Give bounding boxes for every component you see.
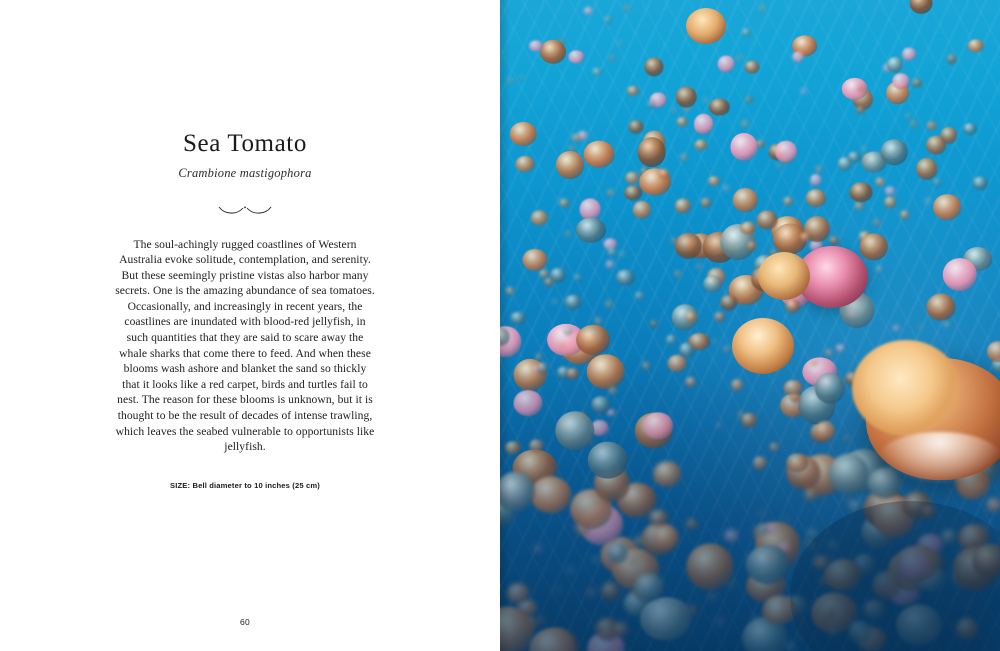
jellyfish-frill [852,340,960,436]
jellyfish-blob [515,156,534,172]
jellyfish-blob [963,123,977,135]
text-column [114,130,376,490]
body-paragraph: The soul-achingly rugged coastlines of Western Australia evoke solitude, contemplation, and serenity. But these seemingly pristine vistas also harbor many secrets. One is the amazing abundance of sea tomatoes. Occasionally, and increasingly in recent years, the coastlines are inundated with blood-red jellyfish, in such quantities that they are said to scare away the whale sharks that come there to feed. And when these blooms wash ashore and blanket the sand so thickly that it looks like a red carpet, birds and turtles fail to nest. The reason for these blooms is unknown, but it is thought to be the result of decades of intense trawling, which leaves the seabed vulnerable to opportunists like jellyfish. [115,237,375,454]
jellyfish-blob [592,68,602,76]
jellyfish-blob [848,310,855,316]
page-title: Sea Tomato [183,130,307,157]
jellyfish-blob [745,97,753,104]
jellyfish-blob [703,275,723,292]
right-page-photo [500,0,1000,651]
jellyfish-blob [746,241,756,251]
jellyfish-blob [967,39,984,52]
jellyfish-blob [918,324,924,329]
jellyfish-blob [792,52,804,63]
jellyfish-blob [856,106,865,114]
jellyfish-blob [606,301,613,308]
jellyfish-blob [736,55,742,60]
jellyfish-blob [629,119,644,133]
jellyfish-blob [659,168,670,179]
jellyfish-blob [744,61,759,74]
scientific-name: Crambione mastigophora [178,165,312,180]
jellyfish-blob [829,235,839,245]
jellyfish-blob [885,197,897,208]
jellyfish-blob [510,312,526,325]
jellyfish-blob [801,88,807,94]
jellyfish-blob [933,179,941,186]
jellyfish-blob [558,343,564,349]
jellyfish-blob [505,287,514,295]
jellyfish-blob [626,85,638,95]
jellyfish-blob [806,189,826,207]
jellyfish-blob [777,163,783,169]
jellyfish-blob [757,211,778,230]
jellyfish-mid-upper [758,252,810,300]
size-note: SIZE: Bell diameter to 10 inches (25 cm) [170,480,320,490]
jellyfish-blob [650,320,658,328]
jellyfish-blob [701,197,712,208]
jellyfish-blob [875,177,884,187]
jellyfish-blob [569,51,584,64]
jellyfish-blob [604,16,612,23]
jellyfish-blob [783,197,793,206]
jellyfish-blob [810,174,822,186]
jellyfish-blob [625,172,639,185]
jellyfish-blob [861,146,867,152]
jellyfish-blob [730,133,757,161]
jellyfish-blob [947,54,957,64]
jellyfish-blob [635,291,644,299]
jellyfish-blob [718,56,735,73]
jellyfish-blob [666,334,676,345]
jellyfish-blob [556,151,584,179]
jellyfish-blob [632,201,650,219]
jellyfish-blob [785,300,801,314]
jellyfish-blob [714,312,726,322]
jellyfish-blob [892,74,909,90]
jellyfish-blob [740,222,756,235]
jellyfish-blob [775,141,797,164]
jellyfish-blob [522,249,547,271]
jellyfish-blob [520,75,526,81]
jellyfish-blob [723,185,729,191]
jellyfish-blob [973,176,988,190]
jellyfish-blob [855,202,864,210]
jellyfish-blob [927,294,956,321]
jellyfish-blob [576,218,606,243]
jellyfish-blob [624,5,630,11]
jellyfish-blob [675,198,691,213]
jellyfish-blob [864,154,870,160]
jellyfish-blob [694,114,714,135]
jellyfish-blob [900,210,910,220]
jellyfish-blob [887,57,903,74]
jellyfish-blob [943,322,951,328]
jellyfish-blob [916,158,938,180]
jellyfish-blob [759,6,765,11]
jellyfish-blob [607,248,616,257]
jellyfish-blob [696,264,702,270]
jellyfish-blob [552,299,558,304]
jellyfish-blob [911,121,918,127]
jellyfish-blob [881,140,908,166]
jellyfish-blob [559,38,565,44]
jellyfish-blob [671,108,678,113]
jellyfish-blob [942,258,976,292]
jellyfish-blob [572,134,581,142]
jellyfish-blob [842,77,869,99]
jellyfish-blob [721,294,738,311]
jellyfish-blob [645,57,664,76]
jellyfish-blob [876,266,883,273]
jellyfish-blob [647,101,655,109]
jellyfish-blob [703,97,709,104]
jellyfish-blob [508,78,514,84]
jellyfish-blob [619,251,626,256]
jellyfish-blob [565,230,571,236]
jellyfish-blob [708,176,720,186]
jellyfish-blob [815,166,822,172]
jellyfish-blob [510,122,537,146]
jellyfish-blob [694,140,707,151]
jellyfish-blob [837,157,852,171]
jellyfish-blob [909,0,932,14]
jellyfish-blob [606,261,615,268]
jellyfish-blob [550,268,566,283]
jellyfish-blob [733,188,757,212]
jellyfish-blob [531,210,547,225]
jellyfish-blob [580,199,601,220]
jellyfish-small-top [686,8,726,44]
jellyfish-blob [709,99,729,116]
jellyfish-photograph [500,0,1000,651]
jellyfish-blob [674,270,681,277]
flourish-ornament [215,203,275,217]
jellyfish-blob [905,114,912,121]
jellyfish-blob [574,274,582,282]
jellyfish-blob [928,121,935,128]
jellyfish-foreground [848,340,1000,490]
jellyfish-blob [860,234,889,261]
jellyfish-blob [568,145,575,152]
jellyfish-blob [584,7,593,15]
jellyfish-blob [607,189,615,196]
jellyfish-blob [933,194,961,220]
jellyfish-blob [609,55,615,61]
jellyfish-tentacles [878,432,1000,484]
jellyfish-blob [800,232,811,242]
jellyfish-blob [940,127,956,143]
jellyfish-blob [680,154,687,160]
jellyfish-blob [565,295,582,310]
jellyfish-blob [676,87,697,108]
jellyfish-blob [617,41,623,47]
jellyfish-blob [925,198,931,204]
jellyfish-blob [712,340,718,345]
jellyfish-blob [584,141,615,168]
jellyfish-blob [885,186,895,195]
jellyfish-blob [741,120,748,127]
jellyfish-blob [893,325,900,331]
page-number: 60 [239,617,251,627]
jellyfish-blob [850,182,873,202]
jellyfish-blob [742,29,751,36]
jellyfish-blob [637,137,666,167]
jellyfish-blob [873,219,881,226]
jellyfish-blob [677,117,688,127]
jellyfish-blob [616,269,634,286]
jellyfish-blob [559,199,569,208]
jellyfish-blob [902,48,916,61]
jellyfish-blob [912,79,922,88]
jellyfish-mid [732,318,794,374]
jellyfish-blob [595,318,602,325]
jellyfish-blob [624,185,642,200]
